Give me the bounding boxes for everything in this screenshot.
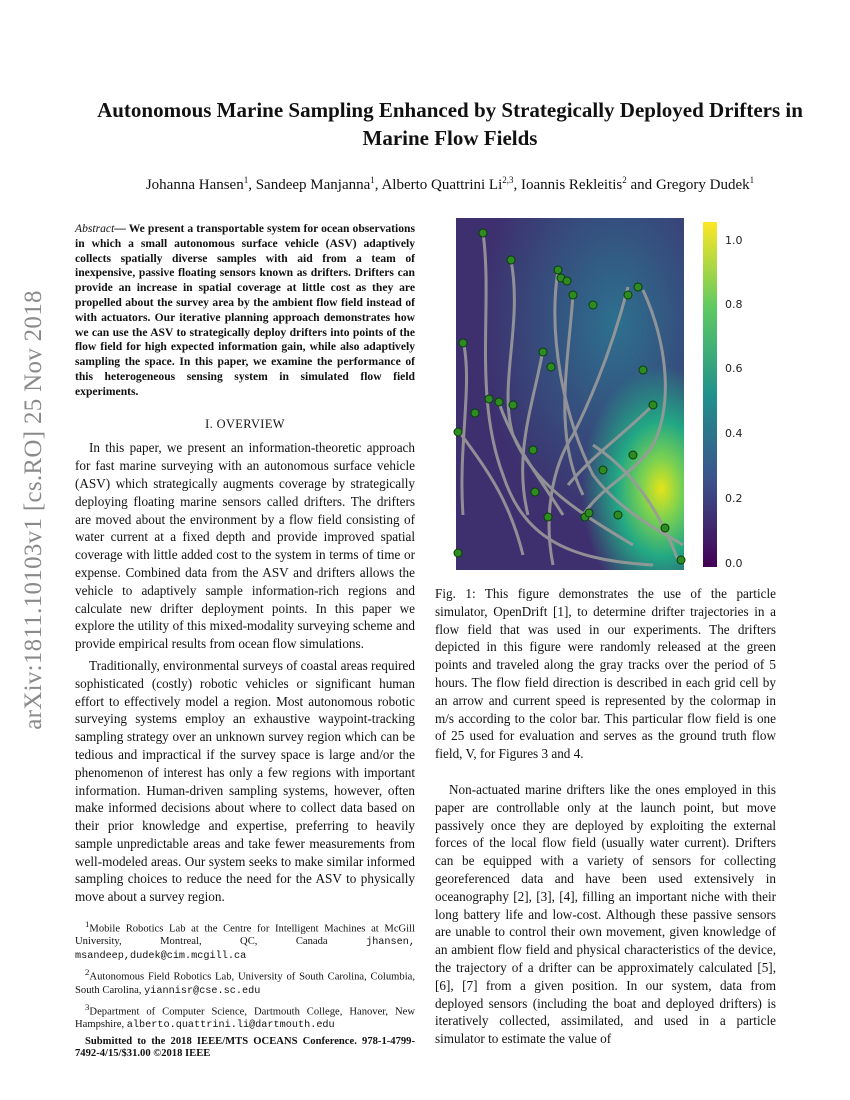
author-name: Sandeep Manjanna (255, 177, 371, 193)
paper-title: Autonomous Marine Sampling Enhanced by Strategically Deployed Drifters in Marine Flow Fields (97, 98, 803, 150)
author-name: Gregory Dudek (655, 177, 750, 193)
left-column (75, 222, 415, 1064)
colorbar (703, 222, 717, 567)
abstract-label: Abstract (75, 222, 115, 235)
footnote: $^2$Autonomous Field Robotics Lab, University of South Carolina, Columbia, South Carolina, yiannisr@cse.sc.edu (75, 967, 415, 997)
footnotes (75, 918, 415, 1061)
right-column (435, 585, 776, 1048)
abstract (75, 222, 415, 400)
figure-caption: Fig. 1: This figure demonstrates the use of the particle simulator, OpenDrift [1], to determine drifter trajectories in a flow field that was used in our experiments. The drifters depicted in this figure were randomly released at the green points and traveled along the gray tracks over the period of 5 hours. The flow field direction is described in each grid cell by an arrow and current speed is represented by the colormap in m/s according to the color bar. This particular flow field is one of 25 used for evaluation and serves as the ground truth flow field, V, for Figures 3 and 4. (435, 586, 776, 762)
colorbar-tick: 0.2 (725, 492, 743, 505)
arxiv-stamp: arXiv:1811.10103v1 [cs.RO] 25 Nov 2018 (20, 290, 47, 730)
footnote: $^1$Mobile Robotics Lab at the Centre for Intelligent Machines at McGill University, Montreal, QC, Canada jhansen, msandeep,dudek@cim.mcgill.ca (75, 919, 415, 962)
submission-note: Submitted to the 2018 IEEE/MTS OCEANS Conference. 978-1-4799-7492-4/15/$31.00 ©2018 IEEE (75, 1035, 415, 1060)
author-name: Ioannis Rekleitis (521, 177, 623, 193)
footnote: $^3$Department of Computer Science, Dartmouth College, Hanover, New Hampshire, alberto.quattrini.li@dartmouth.edu (75, 1002, 415, 1032)
author-list: Johanna Hansen$^1$, Sandeep Manjanna$^1$, Alberto Quattrini Li$^{2,3}$, Ioannis Rekleitis$^2$ and Gregory Dudek$^1$ (145, 175, 755, 193)
colorbar-tick: 0.6 (725, 362, 743, 375)
body-paragraph: Traditionally, environmental surveys of coastal areas required sophisticated (costly) robotic vehicles or significant human effort to effectively model a region. Most autonomous robotic surveying systems employ an exhaustive waypoint-tracking sampling strategy over an unknown survey region which can be tedious and impractical if the survey space is large and/or the phenomenon of interest has only a few regions with important information. Human-driven sampling systems, however, often make informed decisions about where to collect data based on their prior knowledge and expertise, preferring to heavily sample unpredictable areas and take fewer measurements from well-modeled areas. Our system seeks to make similar informed sampling choices to reduce the need for the ASV to physically move about a survey region. (75, 657, 415, 905)
colorbar-tick: 0.4 (725, 427, 743, 440)
colorbar-tick: 0.8 (725, 298, 743, 311)
colorbar-tick: 1.0 (725, 234, 743, 247)
abstract-text: — We present a transportable system for ocean observations in which a small autonomous surface vehicle (ASV) adaptively collects spatially diverse samples with aid from a team of inexpensive, passive floating sensors known as drifters. Drifters can provide an increase in spatial coverage at little cost as they are propelled about the survey area by the ambient flow field instead of with actuators. Our iterative planning approach demonstrates how we can use the ASV to strategically deploy drifters into points of the flow field for high expected information gain, while also adaptively sampling the space. In this paper, we examine the performance of this heterogeneous sensing system in simulated flow field experiments. (75, 222, 415, 398)
body-paragraph: Non-actuated marine drifters like the ones employed in this paper are controllable only at the launch point, but move passively once they are deployed by exploiting the external forces of the local flow field (usually water current). Drifters can be equipped with a variety of sensors for collecting georeferenced data and have been used extensively in oceanography [2], [3], [4], filling an important niche with their long battery life and low-cost. Although these passive sensors are unable to control their own movement, given knowledge of an ambient flow field and physical characteristics of the device, the trajectory of a drifter can be approximately calculated [5], [6], [7] from a given position. In our system, data from deployed sensors (including the boat and deployed drifters) is iteratively collected, assimilated, and used in a particle simulator to estimate the value of (435, 781, 776, 1047)
flow-field-figure (453, 215, 773, 575)
section-heading: I. OVERVIEW (205, 416, 285, 431)
colorbar-tick: 0.0 (725, 557, 743, 570)
body-paragraph: In this paper, we present an information-theoretic approach for fast marine surveying with an autonomous surface vehicle (ASV) which strategically augments coverage by strategically deploying floating marine sensors called drifters. The drifters are moved about the environment by a flow field consisting of water current at a fixed depth and provide improved spatial coverage with little added cost to the system in terms of time or expense. Combined data from the ASV and drifters allows the vehicle to adaptively sample information-rich regions and calculate new drifter deployment points. In this paper we explore the utility of this mixed-modality surveying scheme and provide empirical results from ocean flow simulations. (75, 440, 415, 652)
author-name: Johanna Hansen (145, 177, 244, 193)
author-name: Alberto Quattrini Li (381, 177, 503, 193)
